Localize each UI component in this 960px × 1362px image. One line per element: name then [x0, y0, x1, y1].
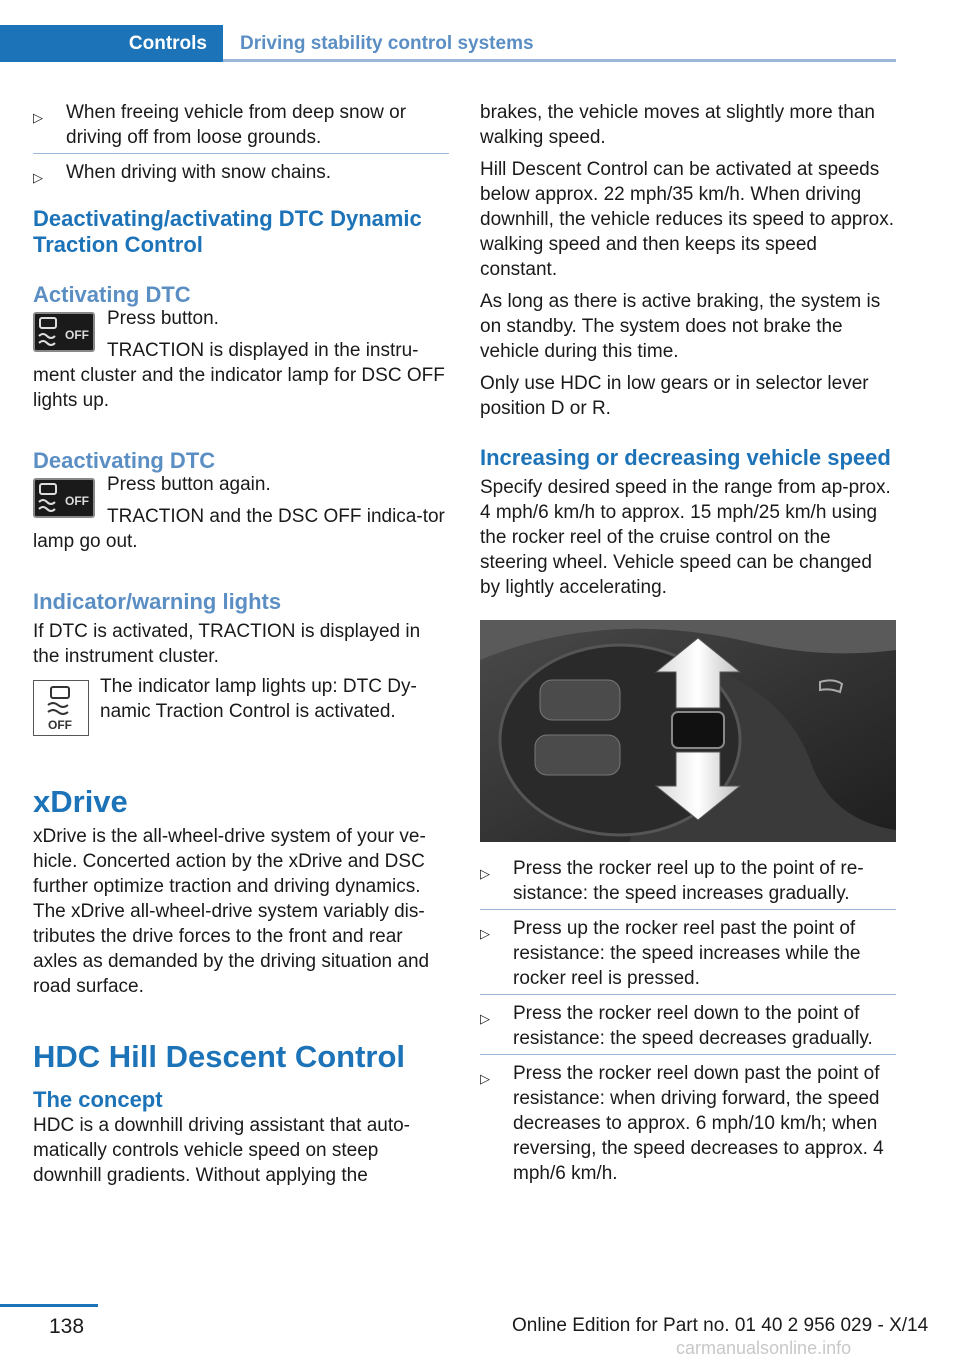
hdc-desc-1: brakes, the vehicle moves at slightly more than walking speed.	[480, 102, 875, 148]
dtc-heading: Deactivating/activating DTC Dynamic Traction Control	[33, 206, 422, 257]
indicator-heading: Indicator/warning lights	[33, 589, 282, 614]
steering-wheel-rocker-image	[480, 620, 896, 842]
header-section-title: Driving stability control systems	[240, 33, 534, 54]
list-item: ▷ Press up the rocker reel past the point of resistance: the speed increases while the rocker reel is pressed.	[480, 916, 896, 995]
triangle-bullet-icon: ▷	[480, 866, 490, 881]
list-item: ▷ When driving with snow chains.	[33, 160, 449, 188]
concept-desc: HDC is a downhill driving assistant that auto-matically controls vehicle speed on steep downhill gradients. Without applying the	[33, 1115, 411, 1186]
triangle-bullet-icon: ▷	[33, 110, 43, 125]
triangle-bullet-icon: ▷	[480, 1011, 490, 1026]
hdc-desc-4: Only use HDC in low gears or in selector lever position D or R.	[480, 373, 869, 419]
deactivating-step: Press button again.	[107, 474, 271, 495]
indicator-lamp-desc: The indicator lamp lights up: DTC Dy-namic Traction Control is activated.	[100, 676, 417, 722]
rocker-reel-list	[480, 856, 896, 1189]
left-column	[33, 100, 449, 1195]
list-item: ▷ Press the rocker reel up to the point of re-sistance: the speed increases gradually.	[480, 856, 896, 910]
page-number: 138	[49, 1315, 85, 1338]
deactivating-dtc-heading: Deactivating DTC	[33, 448, 216, 473]
page-header	[0, 25, 896, 62]
watermark: carmanualsonline.info	[676, 1338, 852, 1358]
list-item: ▷ Press the rocker reel down to the point of resistance: the speed decreases gradually.	[480, 1001, 896, 1055]
rocker-reel-illustration-icon	[480, 620, 896, 842]
activating-step: Press button.	[107, 308, 219, 329]
right-column	[480, 100, 896, 1195]
svg-text:OFF: OFF	[48, 718, 72, 732]
dtc-indicator-lamp-icon	[33, 680, 89, 736]
svg-text:OFF: OFF	[65, 328, 89, 342]
indicator-desc: If DTC is activated, TRACTION is displayed in the instrument cluster.	[33, 621, 421, 667]
xdrive-desc: xDrive is the all-wheel-drive system of your ve-hicle. Concerted action by the xDrive and DSC further optimize traction and driving dynamics. The xDrive all-wheel-drive system variably dis-tributes the drive forces to the front and rear axles as demanded by the driving situation and road surface.	[33, 826, 430, 997]
speed-desc: Specify desired speed in the range from ap-prox. 4 mph/6 km/h to approx. 15 mph/25 km/h using the rocker reel of the cruise control on the steering wheel. Vehicle speed can be changed by lightly accelerating.	[480, 477, 891, 598]
list-item: ▷ Press the rocker reel down past the point of resistance: when driving forward, the speed decreases to approx. 6 mph/10 km/h; when reversing, the speed decreases to approx. 4 mph/6 km/h.	[480, 1063, 884, 1184]
triangle-bullet-icon: ▷	[480, 1071, 490, 1086]
dtc-button-icon	[33, 312, 95, 352]
triangle-bullet-icon: ▷	[480, 926, 490, 941]
activating-desc: TRACTION is displayed in the instru-ment cluster and the indicator lamp for DSC OFF lights up.	[33, 340, 445, 411]
edition-text: Online Edition for Part no. 01 40 2 956 029 - X/14	[512, 1315, 929, 1336]
svg-text:OFF: OFF	[65, 494, 89, 508]
hdc-desc-2: Hill Descent Control can be activated at speeds below approx. 22 mph/35 km/h. When driving downhill, the vehicle reduces its speed to approx. walking speed and then keeps its speed constant.	[480, 159, 895, 280]
header-rule	[223, 59, 896, 62]
activating-block	[33, 308, 449, 420]
header-chapter: Controls	[0, 25, 223, 62]
hdc-desc-3: As long as there is active braking, the system is on standby. The system does not brake the vehicle during this time.	[480, 291, 881, 362]
dtc-button-icon	[33, 478, 95, 518]
indicator-block	[33, 676, 449, 740]
speed-heading: Increasing or decreasing vehicle speed	[480, 445, 891, 470]
xdrive-heading: xDrive	[33, 784, 128, 819]
hdc-heading: HDC Hill Descent Control	[33, 1039, 406, 1074]
list-item: ▷ When freeing vehicle from deep snow or driving off from loose grounds.	[33, 100, 449, 154]
concept-heading: The concept	[33, 1087, 163, 1112]
activating-dtc-heading: Activating DTC	[33, 282, 191, 307]
footer-rule	[0, 1304, 98, 1307]
conditions-list	[33, 100, 449, 188]
triangle-bullet-icon: ▷	[33, 170, 43, 185]
deactivating-desc: TRACTION and the DSC OFF indica-tor lamp go out.	[33, 506, 445, 552]
deactivating-block	[33, 474, 449, 561]
